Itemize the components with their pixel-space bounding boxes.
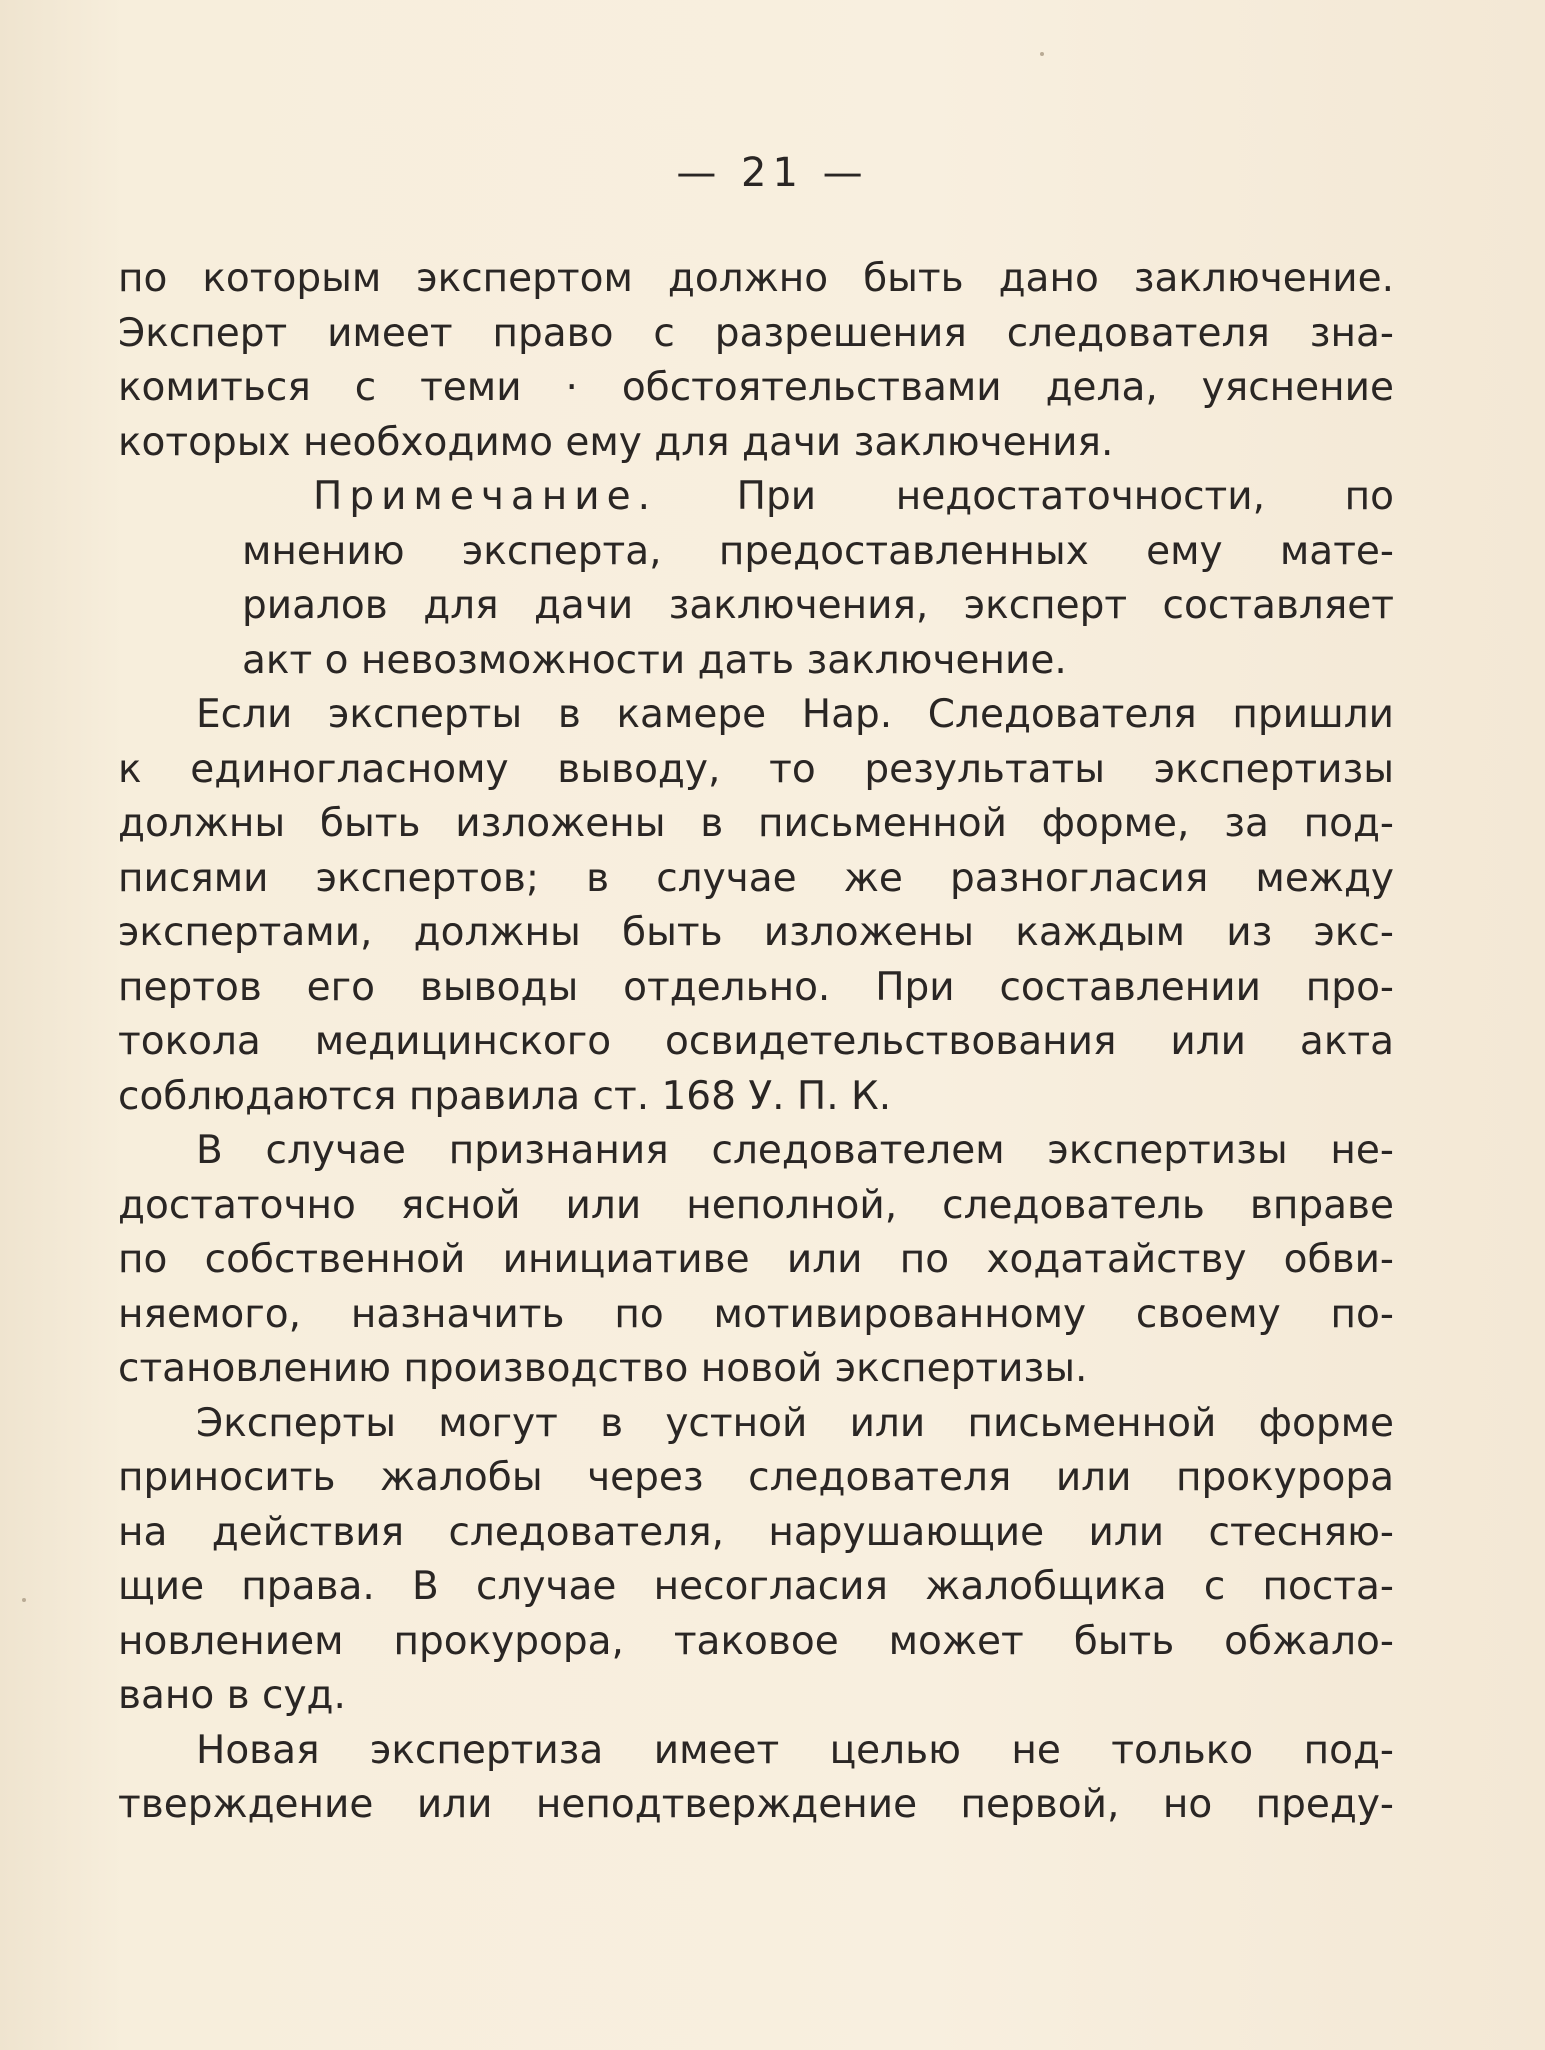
- note-line: риалов для дачи заключения, эксперт составляет: [242, 583, 1394, 628]
- text-line: соблюдаются правила ст. 168 У. П. К.: [118, 1073, 892, 1119]
- paper-speck: [1040, 52, 1044, 56]
- text-line: токола медицинского освидетельствования или акта: [118, 1019, 1394, 1064]
- text-line: Новая экспертиза имеет целью не только под-: [196, 1727, 1394, 1773]
- text-line: няемого, назначить по мотивированному своему по-: [118, 1291, 1394, 1337]
- text-line: к единогласному выводу, то результаты экспертизы: [118, 746, 1394, 792]
- text-line: на действия следователя, нарушающие или стесняю-: [118, 1509, 1394, 1555]
- page-number: — 21 —: [676, 150, 869, 196]
- text-line: по которым экспертом должно быть дано заключение.: [118, 256, 1394, 301]
- text-line: достаточно ясной или неполной, следователь вправе: [118, 1182, 1394, 1228]
- text-line: приносить жалобы через следователя или прокурора: [118, 1455, 1394, 1500]
- text-line: пертов его выводы отдельно. При составлении про-: [118, 964, 1394, 1010]
- text-line: новлением прокурора, таковое может быть обжало-: [118, 1618, 1394, 1664]
- text-line: тверждение или неподтверждение первой, но преду-: [118, 1782, 1394, 1827]
- text-line: становлению производство новой экспертизы.: [118, 1346, 1088, 1391]
- body-text: [118, 252, 1394, 1833]
- text-line: вано в суд.: [118, 1673, 346, 1718]
- text-line: Эксперт имеет право с разрешения следователя зна-: [118, 310, 1394, 356]
- text-line: должны быть изложены в письменной форме, за под-: [118, 801, 1394, 846]
- note-line: мнению эксперта, предоставленных ему мате-: [242, 528, 1394, 574]
- note-line: [118, 470, 1394, 525]
- text-line: экспертами, должны быть изложены каждым из экс-: [118, 910, 1394, 955]
- text-line: комиться с теми · обстоятельствами дела, уяснение: [118, 365, 1394, 410]
- text-line: Эксперты могут в устной или письменной форме: [196, 1400, 1394, 1446]
- text-line: Если эксперты в камере Нар. Следователя пришли: [196, 692, 1394, 737]
- paper-speck: [22, 1598, 26, 1602]
- note-line: акт о невозможности дать заключение.: [242, 637, 1067, 683]
- text-line: щие права. В случае несогласия жалобщика с поста-: [118, 1564, 1394, 1609]
- text-line: писями экспертов; в случае же разногласия между: [118, 855, 1394, 901]
- text-line: В случае признания следователем экспертизы не-: [196, 1128, 1394, 1173]
- text-line: по собственной инициативе или по ходатайству обви-: [118, 1237, 1394, 1282]
- note-label: Примечание.: [313, 474, 658, 519]
- text-line: которых необходимо ему для дачи заключения.: [118, 419, 1114, 465]
- note-text: При недостаточности, по: [736, 474, 1394, 519]
